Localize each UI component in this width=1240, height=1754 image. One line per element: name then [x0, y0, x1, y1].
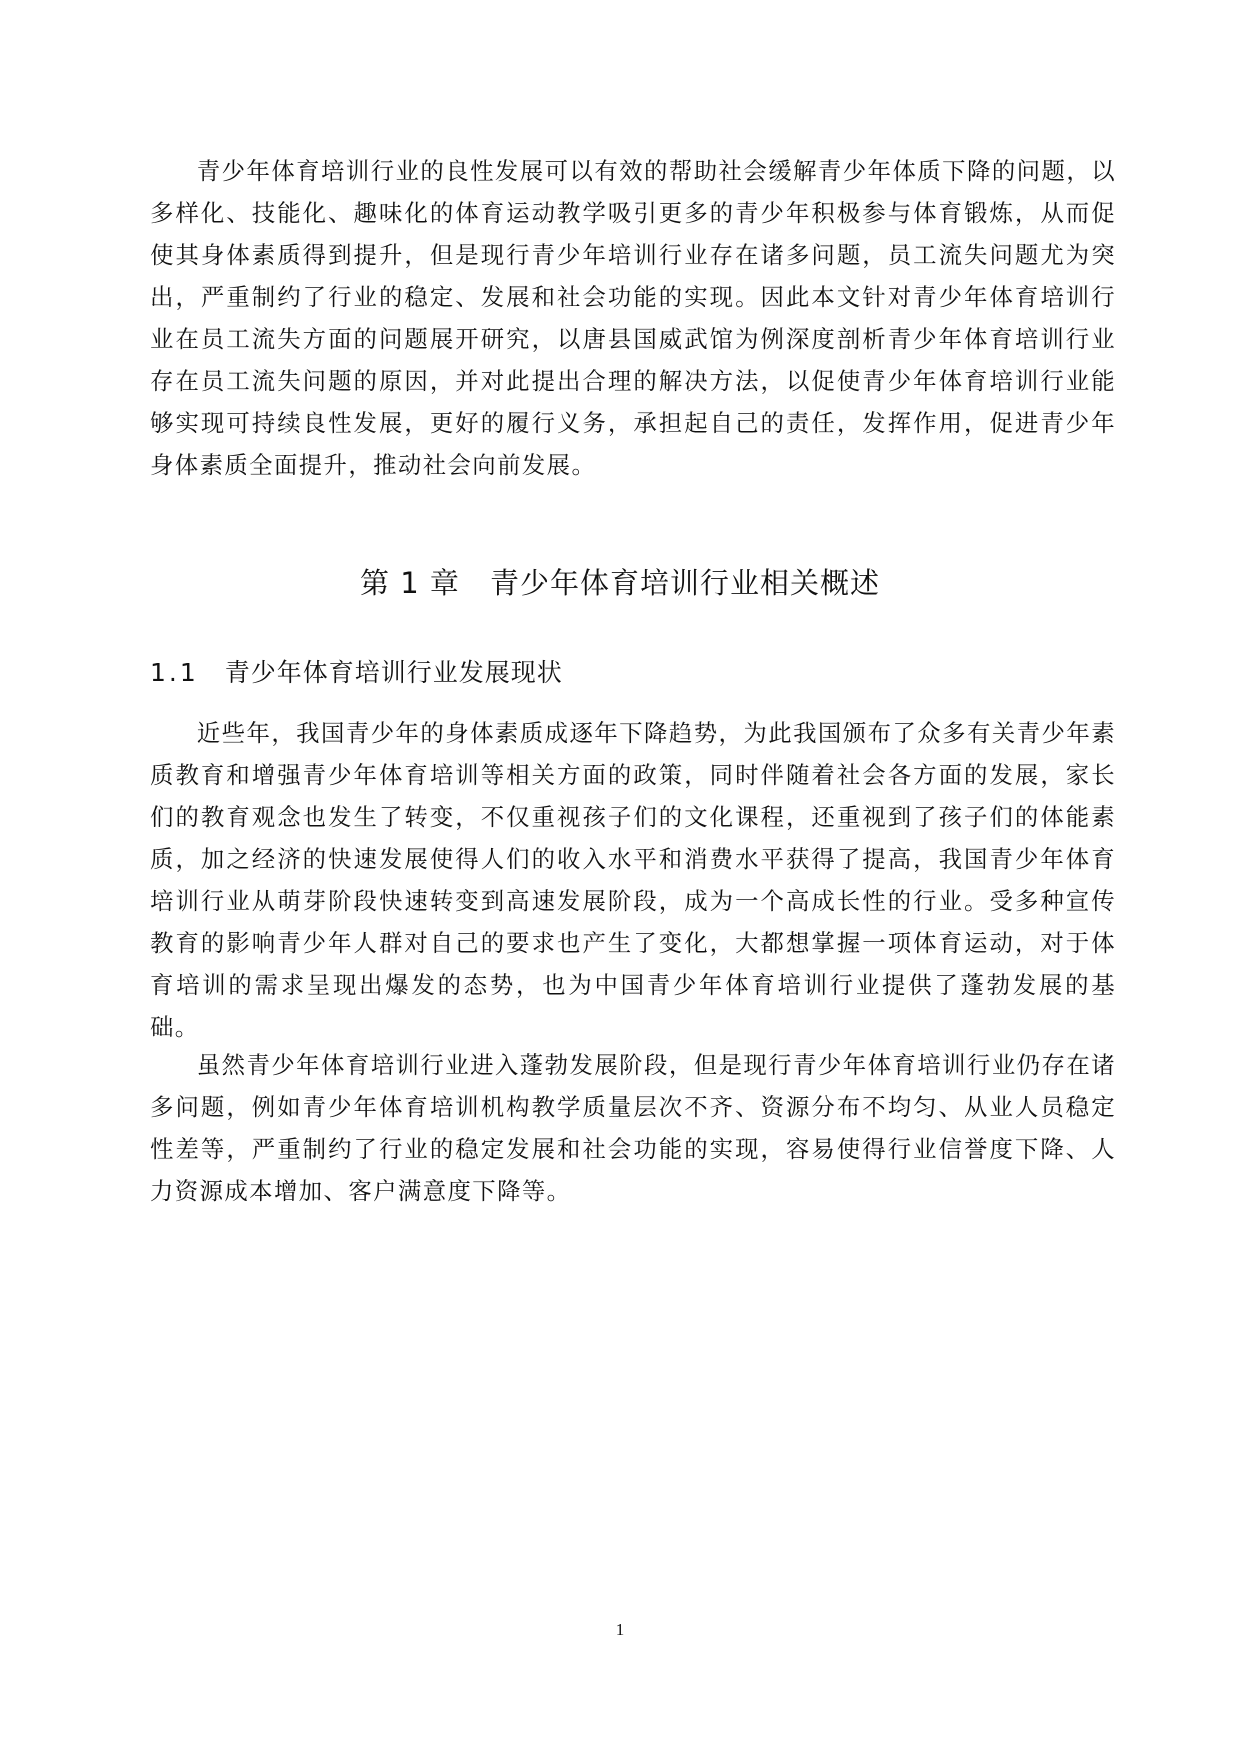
chapter-heading [0, 563, 1240, 603]
section-paragraph-1: 近些年，我国青少年的身体素质成逐年下降趋势，为此我国颁布了众多有关青少年素质教育和增强青少年体育培训等相关方面的政策，同时伴随着社会各方面的发展，家长们的教育观念也发生了转变，不仅重视孩子们的文化课程，还重视到了孩子们的体能素质，加之经济的快速发展使得人们的收入水平和消费水平获得了提高，我国青少年体育培训行业从萌芽阶段快速转变到高速发展阶段，成为一个高成长性的行业。受多种宣传教育的影响青少年人群对自己的要求也产生了变化，大都想掌握一项体育运动，对于体育培训的需求呈现出爆发的态势，也为中国青少年体育培训行业提供了蓬勃发展的基础。 [150, 719, 1116, 1041]
chapter-number: 第 1 章 [360, 566, 460, 600]
section-title: 青少年体育培训行业发展现状 [224, 658, 563, 687]
intro-paragraph: 青少年体育培训行业的良性发展可以有效的帮助社会缓解青少年体质下降的问题，以多样化、技能化、趣味化的体育运动教学吸引更多的青少年积极参与体育锻炼，从而促使其身体素质得到提升，但是现行青少年培训行业存在诸多问题，员工流失问题尤为突出，严重制约了行业的稳定、发展和社会功能的实现。因此本文针对青少年体育培训行业在员工流失方面的问题展开研究，以唐县国威武馆为例深度剖析青少年体育培训行业存在员工流失问题的原因，并对此提出合理的解决方法，以促使青少年体育培训行业能够实现可持续良性发展，更好的履行义务，承担起自己的责任，发挥作用，促进青少年身体素质全面提升，推动社会向前发展。 [150, 157, 1116, 479]
chapter-title: 青少年体育培训行业相关概述 [489, 566, 880, 600]
section-heading [150, 655, 563, 691]
section-paragraph-2: 虽然青少年体育培训行业进入蓬勃发展阶段，但是现行青少年体育培训行业仍存在诸多问题，例如青少年体育培训机构教学质量层次不齐、资源分布不均匀、从业人员稳定性差等，严重制约了行业的稳定发展和社会功能的实现，容易使得行业信誉度下降、人力资源成本增加、客户满意度下降等。 [150, 1051, 1116, 1205]
section-number: 1.1 [150, 658, 199, 687]
page-number: 1 [615, 1620, 625, 1639]
